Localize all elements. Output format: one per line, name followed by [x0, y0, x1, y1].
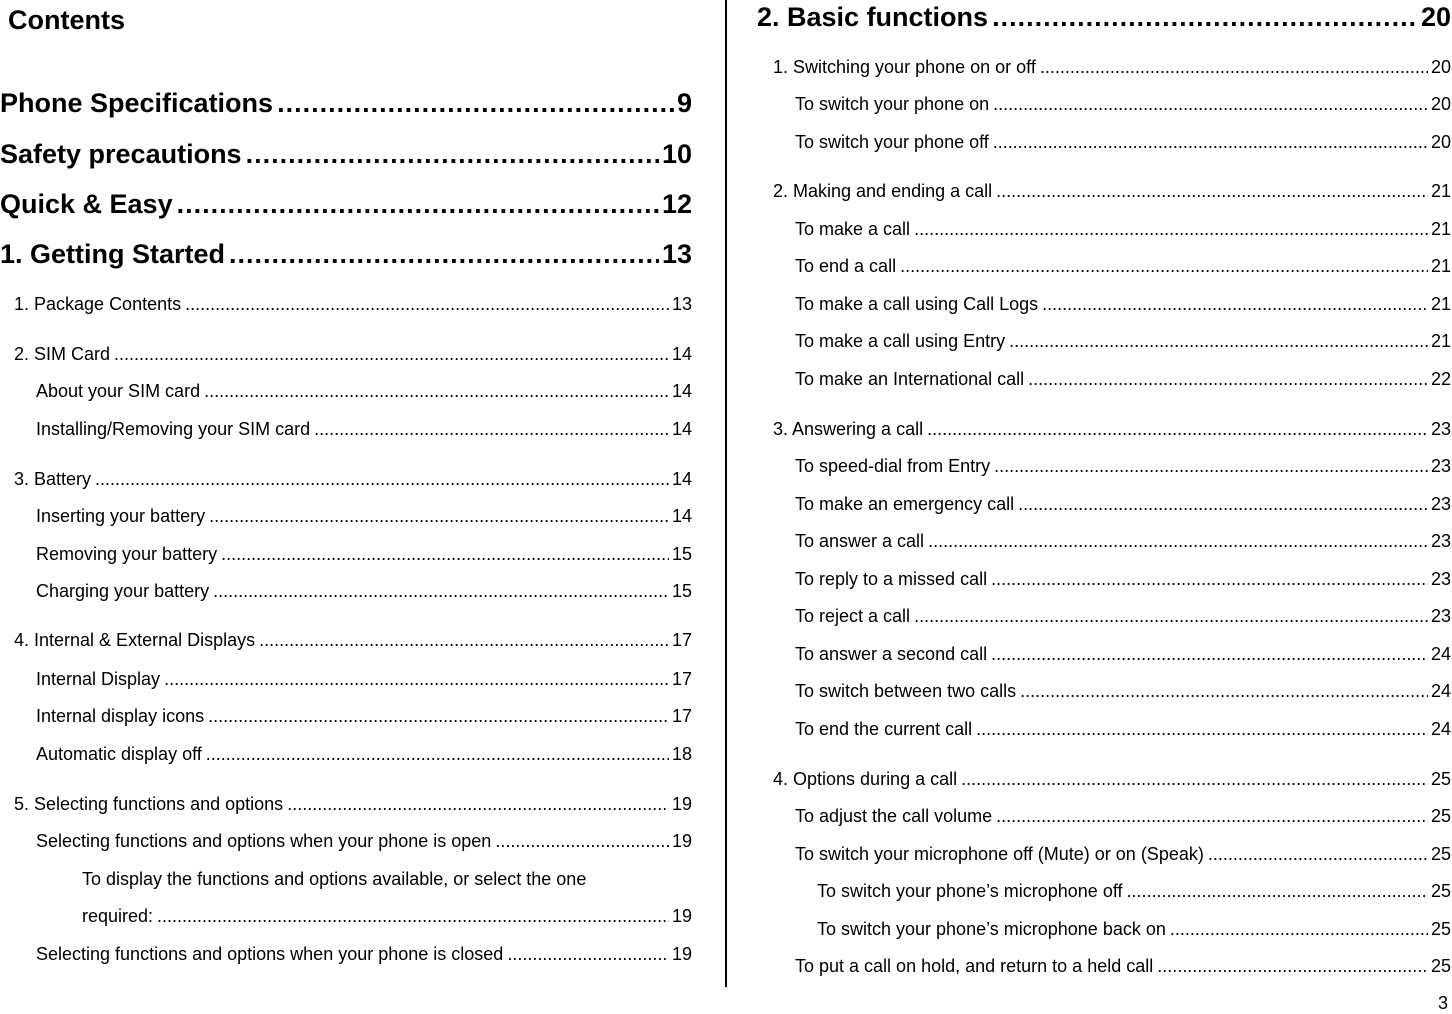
toc-entry[interactable] — [773, 369, 1451, 390]
toc-entry[interactable] — [773, 256, 1451, 277]
toc-entry-label: To make an emergency call — [795, 494, 1015, 514]
toc-entry[interactable] — [773, 806, 1451, 827]
toc-entry-label: 2. Basic functions — [757, 2, 989, 32]
toc-entry[interactable] — [773, 719, 1451, 740]
toc-entry-label: To make a call — [795, 219, 911, 239]
toc-entry-page: 24 — [1430, 681, 1451, 701]
toc-entry-label: To end a call — [795, 256, 897, 276]
toc-entry[interactable] — [0, 669, 692, 690]
toc-entry-page: 19 — [671, 794, 692, 814]
toc-entry-page: 17 — [671, 630, 692, 650]
toc-entry-label: To reply to a missed call — [795, 569, 988, 589]
toc-entry[interactable] — [773, 569, 1451, 590]
toc-entry-label: Phone Specifications — [0, 88, 274, 118]
toc-entry-page: 20 — [1430, 57, 1451, 77]
toc-entry-label: To switch your phone off — [795, 132, 989, 152]
toc-entry-page: 25 — [1430, 919, 1451, 939]
toc-entry-label: 3. Battery — [14, 469, 92, 489]
toc-entry[interactable] — [0, 139, 692, 170]
toc-entry-label: Inserting your battery — [36, 506, 206, 526]
toc-entry[interactable] — [0, 381, 692, 402]
toc-entry-label: To speed-dial from Entry — [795, 456, 991, 476]
toc-entry-page: 21 — [1430, 331, 1451, 351]
toc-entry[interactable] — [0, 239, 692, 270]
toc-entry-page: 23 — [1430, 494, 1451, 514]
toc-entry-label: required: — [82, 906, 154, 926]
toc-entry-label: Internal display icons — [36, 706, 205, 726]
toc-entry-label: 4. Options during a call — [773, 769, 958, 789]
toc-entry-page: 21 — [1430, 294, 1451, 314]
toc-entry[interactable] — [773, 181, 1451, 202]
toc-entry-page: 21 — [1430, 256, 1451, 276]
toc-entry[interactable] — [0, 744, 692, 765]
toc-entry[interactable] — [0, 544, 692, 565]
toc-entry-label: 1. Package Contents — [14, 294, 182, 314]
toc-entry-label: To answer a call — [795, 531, 925, 551]
toc-entry-label: To switch your microphone off (Mute) or on (Speak) — [795, 844, 1204, 864]
toc-entry-page: 13 — [671, 294, 692, 314]
toc-entry-page: 25 — [1430, 956, 1451, 976]
toc-entry-page: 21 — [1430, 219, 1451, 239]
page-number: 3 — [1437, 993, 1448, 1013]
toc-entry[interactable] — [773, 881, 1451, 902]
toc-entry[interactable] — [0, 506, 692, 527]
toc-entry-page: 24 — [1430, 719, 1451, 739]
toc-entry-label: Selecting functions and options when your phone is closed — [36, 944, 504, 964]
contents-title: Contents — [8, 5, 125, 35]
toc-entry[interactable] — [773, 919, 1451, 940]
toc-entry[interactable] — [0, 344, 692, 365]
toc-entry[interactable] — [0, 581, 692, 602]
toc-entry[interactable] — [0, 944, 692, 965]
toc-entry-label: Charging your battery — [36, 581, 210, 601]
toc-entry[interactable] — [757, 2, 1451, 33]
toc-entry[interactable] — [773, 456, 1451, 477]
toc-entry-page: 25 — [1430, 806, 1451, 826]
toc-left-column — [0, 0, 692, 1000]
toc-entry[interactable] — [773, 294, 1451, 315]
toc-entry-page: 19 — [671, 906, 692, 926]
toc-entry-label: To reject a call — [795, 606, 911, 626]
toc-entry-page: 23 — [1430, 531, 1451, 551]
toc-entry-label: To switch between two calls — [795, 681, 1017, 701]
toc-entry[interactable] — [773, 57, 1451, 78]
toc-entry-label: To make an International call — [795, 369, 1025, 389]
toc-entry[interactable] — [0, 831, 692, 852]
toc-entry[interactable] — [773, 94, 1451, 115]
toc-entry[interactable] — [0, 189, 692, 220]
toc-entry-page: 15 — [671, 581, 692, 601]
toc-entry-label: To make a call using Call Logs — [795, 294, 1039, 314]
toc-entry-label: To switch your phone’s microphone back on — [817, 919, 1166, 939]
toc-entry-page: 14 — [671, 469, 692, 489]
toc-entry[interactable] — [0, 419, 692, 440]
toc-entry[interactable] — [773, 531, 1451, 552]
column-divider — [725, 0, 727, 987]
toc-entry[interactable] — [773, 644, 1451, 665]
toc-entry-page: 15 — [671, 544, 692, 564]
toc-entry[interactable] — [773, 681, 1451, 702]
toc-entry-page: 18 — [671, 744, 692, 764]
toc-entry-page: 14 — [671, 419, 692, 439]
toc-entry-page: 23 — [1430, 606, 1451, 626]
toc-entry-page: 14 — [671, 381, 692, 401]
toc-entry-page: 21 — [1430, 181, 1451, 201]
toc-entry-label: Internal Display — [36, 669, 161, 689]
toc-entry-label-line: To display the functions and options available, or select the one — [82, 869, 587, 889]
toc-entry-page: 9 — [676, 88, 692, 118]
toc-entry[interactable] — [0, 906, 692, 927]
toc-entry[interactable] — [773, 132, 1451, 153]
toc-entry[interactable] — [0, 88, 692, 119]
toc-entry-label: Removing your battery — [36, 544, 218, 564]
toc-entry-label: Quick & Easy — [0, 189, 173, 219]
toc-entry-page: 14 — [671, 506, 692, 526]
toc-entry-page: 14 — [671, 344, 692, 364]
toc-entry-page: 13 — [661, 239, 692, 269]
toc-entry[interactable] — [773, 331, 1451, 352]
toc-entry[interactable] — [0, 469, 692, 490]
toc-entry-page: 23 — [1430, 419, 1451, 439]
toc-entry-label: To end the current call — [795, 719, 973, 739]
toc-entry-page: 20 — [1430, 94, 1451, 114]
toc-entry[interactable] — [773, 844, 1451, 865]
toc-entry-page: 10 — [661, 139, 692, 169]
toc-entry-label: 4. Internal & External Displays — [14, 630, 256, 650]
toc-entry[interactable] — [773, 494, 1451, 515]
toc-entry-page: 17 — [671, 669, 692, 689]
toc-entry-page: 20 — [1430, 132, 1451, 152]
toc-entry-label: 1. Getting Started — [0, 239, 226, 269]
toc-entry-page: 22 — [1430, 369, 1451, 389]
toc-entry-page: 12 — [661, 189, 692, 219]
toc-entry-label: 1. Switching your phone on or off — [773, 57, 1036, 77]
toc-entry[interactable] — [0, 706, 692, 727]
toc-entry[interactable] — [0, 630, 692, 651]
toc-entry-page: 23 — [1430, 569, 1451, 589]
toc-entry-label: To answer a second call — [795, 644, 988, 664]
toc-entry-page: 23 — [1430, 456, 1451, 476]
toc-entry-page: 19 — [671, 944, 692, 964]
toc-entry-page: 20 — [1420, 2, 1451, 32]
toc-entry-label: 2. SIM Card — [14, 344, 111, 364]
toc-entry-label: To make a call using Entry — [795, 331, 1006, 351]
toc-entry-label: Safety precautions — [0, 139, 242, 169]
toc-entry-label: To switch your phone on — [795, 94, 990, 114]
toc-entry[interactable] — [773, 769, 1451, 790]
toc-entry-label: Selecting functions and options when your phone is open — [36, 831, 492, 851]
toc-entry-page: 19 — [671, 831, 692, 851]
toc-entry-label: About your SIM card — [36, 381, 201, 401]
toc-right-column — [757, 0, 1451, 1000]
toc-entry[interactable] — [773, 419, 1451, 440]
toc-entry-label: To adjust the call volume — [795, 806, 993, 826]
toc-entry-label: To put a call on hold, and return to a held call — [795, 956, 1154, 976]
toc-entry-page: 25 — [1430, 769, 1451, 789]
toc-entry[interactable] — [773, 219, 1451, 240]
toc-entry-label: 5. Selecting functions and options — [14, 794, 284, 814]
toc-entry[interactable] — [0, 794, 692, 815]
toc-entry-label: 2. Making and ending a call — [773, 181, 993, 201]
toc-entry-label: 3. Answering a call — [773, 419, 924, 439]
toc-entry[interactable] — [773, 606, 1451, 627]
toc-entry-label: Automatic display off — [36, 744, 202, 764]
toc-entry[interactable] — [0, 294, 692, 315]
toc-entry-page: 24 — [1430, 644, 1451, 664]
toc-entry-label: Installing/Removing your SIM card — [36, 419, 311, 439]
toc-entry[interactable] — [773, 956, 1451, 977]
toc-entry-page: 25 — [1430, 881, 1451, 901]
toc-entry-label: To switch your phone’s microphone off — [817, 881, 1123, 901]
toc-entry-page: 25 — [1430, 844, 1451, 864]
toc-entry-page: 17 — [671, 706, 692, 726]
